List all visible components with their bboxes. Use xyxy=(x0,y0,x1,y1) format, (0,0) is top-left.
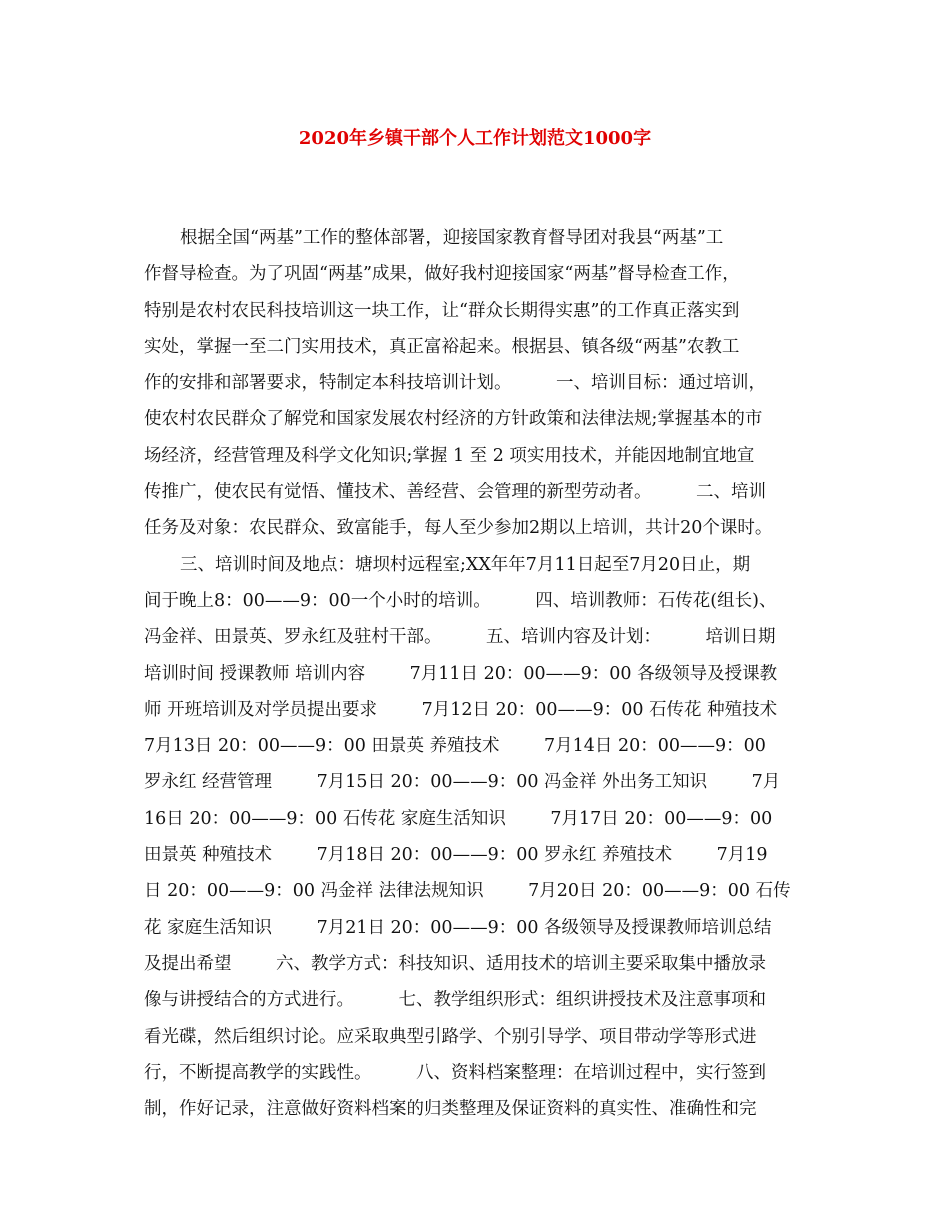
body-text-line: 田景英 种殖技术 7月18日 20：00——9：00 罗永红 养殖技术 7月19 xyxy=(144,845,768,866)
body-text-line: 花 家庭生活知识 7月21日 20：00——9：00 各级领导及授课教师培训总结 xyxy=(144,917,772,938)
body-text-line: 作的安排和部署要求，特制定本科技培训计划。 一、培训目标：通过培训， xyxy=(144,373,766,394)
body-text-line: 传推广，使农民有觉悟、懂技术、善经营、会管理的新型劳动者。 二、培训 xyxy=(144,482,766,503)
body-text-line: 间于晚上8：00——9：00一个小时的培训。 四、培训教师：石传花(组长)、 xyxy=(144,590,777,611)
body-text-line: 根据全国“两基”工作的整体部署，迎接国家教育督导团对我县“两基”工 xyxy=(180,228,724,248)
body-text-line: 日 20：00——9：00 冯金祥 法律法规知识 7月20日 20：00——9：00 石传 xyxy=(144,881,791,902)
body-text-line: 7月13日 20：00——9：00 田景英 养殖技术 7月14日 20：00——9：00 xyxy=(144,736,766,757)
body-text-line: 看光碟，然后组织讨论。应采取典型引路学、个别引导学、项目带动学等形式进 xyxy=(144,1026,757,1047)
body-text-line: 制，作好记录，注意做好资料档案的归类整理及保证资料的真实性、准确性和完 xyxy=(144,1099,757,1120)
body-text-line: 罗永红 经营管理 7月15日 20：00——9：00 冯金祥 外出务工知识 7月 xyxy=(144,772,781,793)
body-text-line: 冯金祥、田景英、罗永红及驻村干部。 五、培训内容及计划： 培训日期 xyxy=(144,627,776,648)
body-text-line: 行，不断提高教学的实践性。 八、资料档案整理：在培训过程中，实行签到 xyxy=(144,1062,766,1083)
document-title: 2020年乡镇干部个人工作计划范文1000字 xyxy=(298,128,652,149)
body-text-line: 场经济，经营管理及科学文化知识;掌握 1 至 2 项实用技术，并能因地制宜地宣 xyxy=(144,445,755,466)
body-text-line: 任务及对象：农民群众、致富能手，每人至少参加2期以上培训，共计20个课时。 xyxy=(144,518,773,539)
body-text-line: 16日 20：00——9：00 石传花 家庭生活知识 7月17日 20：00——9：00 xyxy=(144,808,773,829)
body-text-line: 师 开班培训及对学员提出要求 7月12日 20：00——9：00 石传花 种殖技术 xyxy=(144,699,778,720)
body-text-line: 特别是农村农民科技培训这一块工作，让“群众长期得实惠”的工作真正落实到 xyxy=(144,300,740,321)
body-text-line: 三、培训时间及地点：塘坝村远程室;XX年年7月11日起至7月20日止，期 xyxy=(180,554,751,575)
body-text-line: 使农村农民群众了解党和国家发展农村经济的方针政策和法律法规;掌握基本的市 xyxy=(144,409,763,430)
body-text-line: 培训时间 授课教师 培训内容 7月11日 20：00——9：00 各级领导及授课教 xyxy=(144,663,778,684)
body-text-line: 像与讲授结合的方式进行。 七、教学组织形式：组织讲授技术及注意事项和 xyxy=(144,990,766,1011)
document-body xyxy=(144,220,814,1127)
body-text-line: 及提出希望 六、教学方式：科技知识、适用技术的培训主要采取集中播放录 xyxy=(144,953,766,974)
body-text-line: 实处，掌握一至二门实用技术，真正富裕起来。根据县、镇各级“两基”农教工 xyxy=(144,336,740,357)
body-text-line: 作督导检查。为了巩固“两基”成果，做好我村迎接国家“两基”督导检查工作， xyxy=(144,264,740,285)
